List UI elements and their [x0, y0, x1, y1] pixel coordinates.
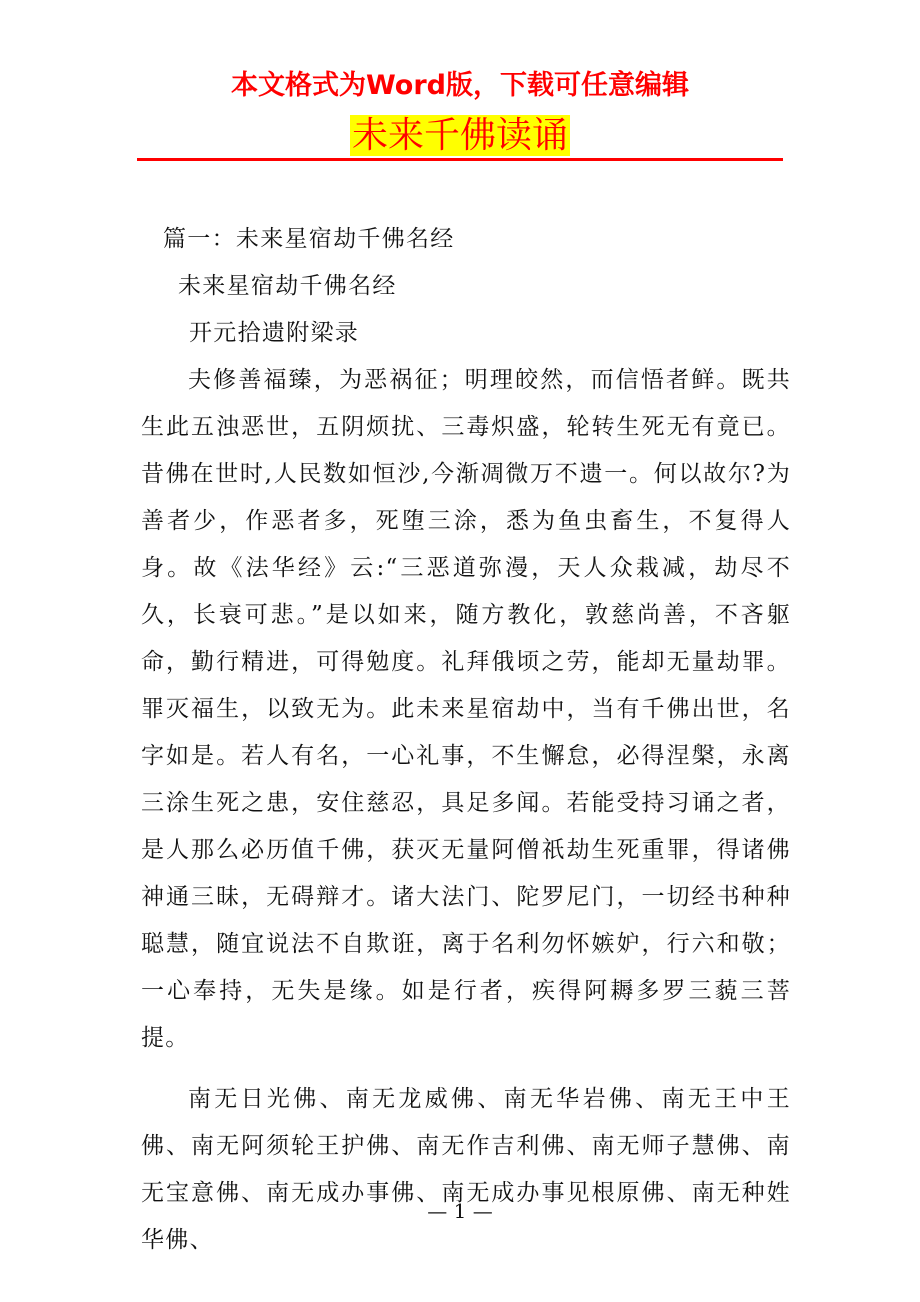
body-paragraph: 夫修善福臻，为恶祸征；明理皎然，而信悟者鲜。既共生此五浊恶世，五阴烦扰、三毒炽盛，轮转生死无有竟已。昔佛在世时,人民数如恒沙,今渐凋微万不遗一。何以故尔?为善者少，作恶者多，死堕三涂，悉为鱼虫畜生，不复得人身。故《法华经》云:“三恶道弥漫，天人众栽减，劫尽不久，长衰可悲。”是以如来，随方教化，敦慈尚善，不吝躯命，勤行精进，可得勉度。礼拜俄顷之劳，能却无量劫罪。罪灭福生，以致无为。此未来星宿劫中，当有千佛出世，名字如是。若人有名，一心礼事，不生懈怠，必得涅槃，永离三涂生死之患，安住慈忍，具足多闻。若能受持习诵之者，是人那么必历值千佛，获灭无量阿僧祇劫生死重罪，得诸佛神通三昧，无碍辩才。诸大法门、陀罗尼门，一切经书种种聪慧，随宜说法不自欺诳，离于名利勿怀嫉妒，行六和敬；一心奉持，无失是缘。如是行者，疾得阿耨多罗三藐三菩提。	[141, 367, 791, 1051]
sutra-title: 未来星宿劫千佛名经	[178, 273, 397, 299]
buddha-names-paragraph: 南无日光佛、南无龙威佛、南无华岩佛、南无王中王佛、南无阿须轮王护佛、南无作吉利佛、南无师子慧佛、南无宝意佛、南无成办事佛、南无成办事见根原佛、南无种姓华佛、	[141, 1086, 791, 1253]
document-body	[141, 216, 791, 1264]
section-heading: 篇一：未来星宿劫千佛名经	[163, 226, 455, 252]
source-note: 开元拾遗附梁录	[189, 320, 360, 346]
document-title-text: 未来千佛读诵	[351, 115, 568, 156]
format-notice: 本文格式为Word版，下载可任意编辑	[230, 70, 689, 101]
title-divider	[137, 158, 783, 161]
page-number: — 1 —	[427, 1199, 493, 1223]
document-title	[0, 113, 920, 159]
